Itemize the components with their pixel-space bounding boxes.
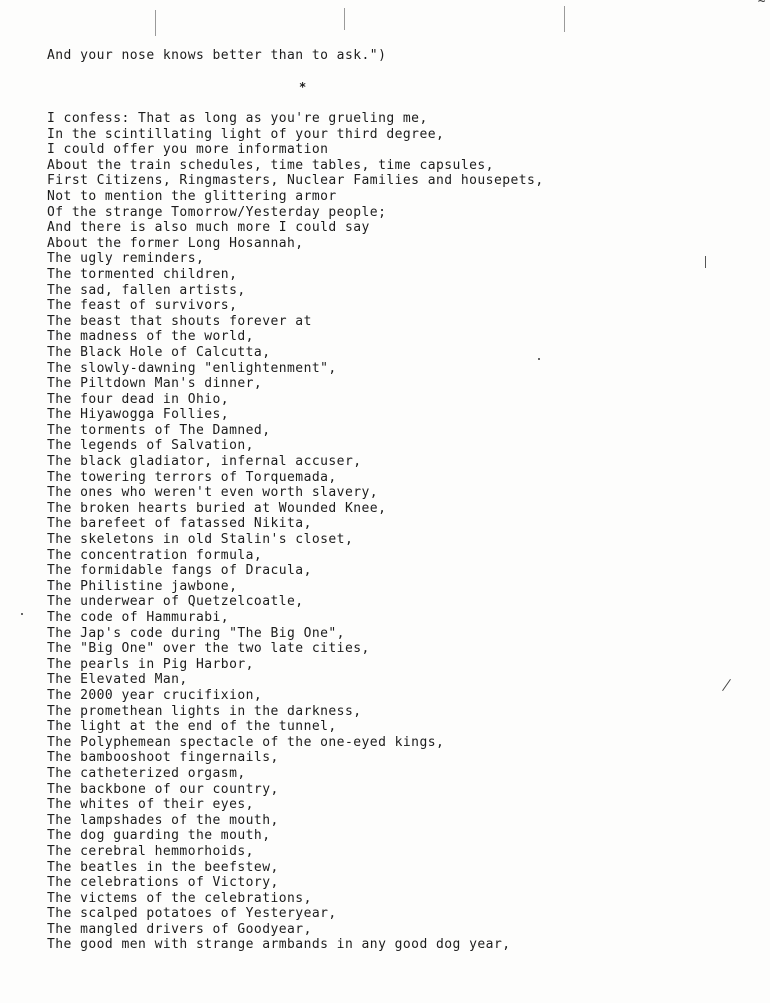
- poem-line: The Piltdown Man's dinner,: [47, 376, 263, 392]
- poem-line: The Elevated Man,: [47, 672, 188, 688]
- poem-line: The ones who weren't even worth slavery,: [47, 485, 379, 501]
- poem-line: The mangled drivers of Goodyear,: [47, 921, 312, 937]
- poem-line: The lampshades of the mouth,: [47, 812, 279, 828]
- continuation-line: And your nose knows better than to ask."): [47, 48, 387, 63]
- poem-line: I confess: That as long as you're grueling me,: [47, 111, 428, 126]
- margin-pencil-mark: [705, 256, 706, 268]
- poem-line: The four dead in Ohio,: [47, 391, 230, 407]
- poem-line: The Polyphemean spectacle of the one-eyed kings,: [47, 734, 445, 750]
- poem-line: The whites of their eyes,: [47, 797, 254, 813]
- poem-line: The underwear of Quetzelcoatle,: [47, 594, 304, 610]
- poem-line: The pearls in Pig Harbor,: [47, 656, 254, 672]
- poem-line: The "Big One" over the two late cities,: [47, 641, 370, 657]
- poem-line: The formidable fangs of Dracula,: [47, 563, 312, 579]
- margin-slash-mark: [722, 679, 731, 691]
- poem-line: The good men with strange armbands in any good dog year,: [47, 937, 511, 953]
- scan-artifact-mark: [155, 10, 156, 36]
- poem-line: The code of Hammurabi,: [47, 610, 230, 625]
- poem-line: The ugly reminders,: [47, 251, 205, 267]
- poem-line: About the train schedules, time tables, time capsules,: [47, 157, 494, 173]
- poem-line: The barefeet of fatassed Nikita,: [47, 516, 312, 532]
- poem-line: The slowly-dawning "enlightenment",: [47, 360, 337, 376]
- poem-line: The Philistine jawbone,: [47, 578, 238, 594]
- poem-line: Of the strange Tomorrow/Yesterday people;: [47, 204, 387, 220]
- poem-line: The light at the end of the tunnel,: [47, 719, 337, 735]
- poem-line: The sad, fallen artists,: [47, 282, 246, 298]
- scan-speck: [21, 613, 23, 615]
- poem-body: [47, 111, 544, 953]
- poem-line: The beatles in the beefstew,: [47, 859, 279, 875]
- poem-line: The broken hearts buried at Wounded Knee,: [47, 500, 387, 516]
- poem-line: The backbone of our country,: [47, 781, 279, 797]
- poem-line: The skeletons in old Stalin's closet,: [47, 532, 354, 548]
- scan-artifact-mark: [344, 8, 345, 30]
- poem-line: The bambooshoot fingernails,: [47, 750, 279, 766]
- poem-line: The Black Hole of Calcutta,: [47, 344, 271, 360]
- poem-line: The madness of the world,: [47, 329, 254, 345]
- scan-artifact-mark: [564, 6, 565, 32]
- poem-line: The 2000 year crucifixion,: [47, 687, 263, 703]
- poem-line: The Jap's code during "The Big One",: [47, 625, 345, 641]
- poem-line: The black gladiator, infernal accuser,: [47, 454, 362, 470]
- poem-line: The tormented children,: [47, 266, 238, 282]
- poem-line: The feast of survivors,: [47, 298, 238, 314]
- poem-line: The scalped potatoes of Yesteryear,: [47, 906, 337, 922]
- poem-line: The catheterized orgasm,: [47, 765, 246, 781]
- poem-line: The cerebral hemmorhoids,: [47, 843, 254, 859]
- section-separator: *: [299, 80, 307, 94]
- corner-mark: ~: [757, 0, 766, 9]
- poem-line: First Citizens, Ringmasters, Nuclear Families and housepets,: [47, 173, 544, 189]
- poem-line: The towering terrors of Torquemada,: [47, 469, 337, 485]
- poem-line: Not to mention the glittering armor: [47, 188, 337, 204]
- poem-line: The dog guarding the mouth,: [47, 828, 271, 844]
- poem-line: The torments of The Damned,: [47, 422, 271, 438]
- poem-line: The celebrations of Victory,: [47, 875, 279, 891]
- poem-line: The Hiyawogga Follies,: [47, 407, 230, 423]
- poem-line: And there is also much more I could say: [47, 220, 370, 236]
- poem-line: The beast that shouts forever at: [47, 313, 312, 329]
- poem-line: The promethean lights in the darkness,: [47, 703, 362, 719]
- poem-line: I could offer you more information: [47, 142, 329, 158]
- poem-line: About the former Long Hosannah,: [47, 235, 304, 251]
- poem-line: In the scintillating light of your third degree,: [47, 126, 445, 142]
- poem-line: The legends of Salvation,: [47, 438, 254, 454]
- poem-line: The victems of the celebrations,: [47, 890, 312, 906]
- poem-line: The concentration formula,: [47, 547, 263, 563]
